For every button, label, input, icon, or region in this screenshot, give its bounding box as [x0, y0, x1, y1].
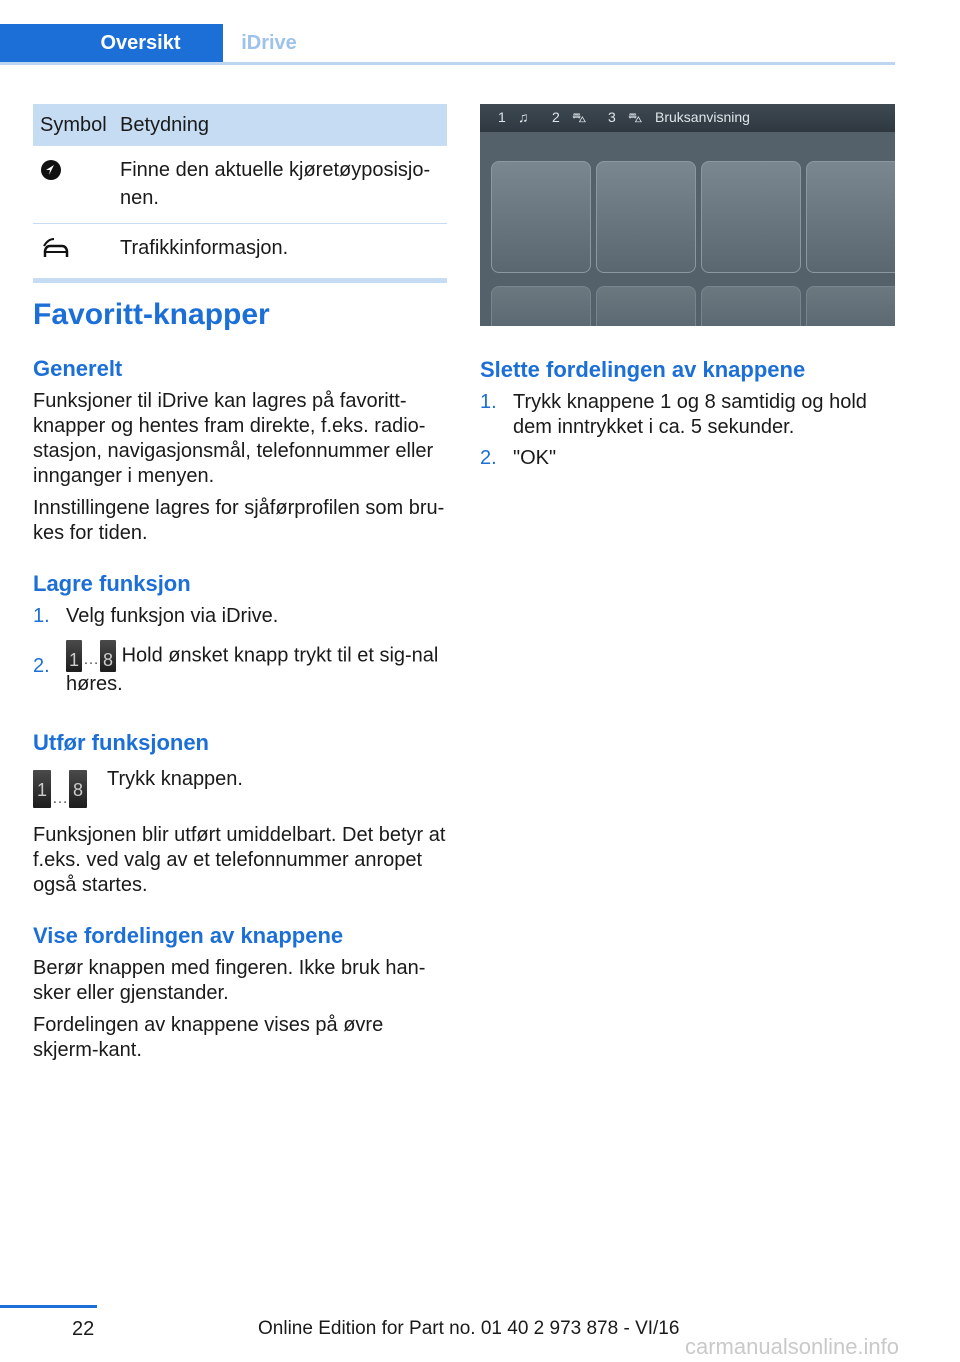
- paragraph: Berør knappen med fingeren. Ikke bruk han‐sker eller gjenstander.: [33, 957, 426, 1004]
- symbol-table: [33, 104, 447, 283]
- phone-card-icon: [596, 161, 696, 273]
- menu-card: [806, 286, 895, 326]
- fav-button-3-label: Bruksanvisning: [655, 109, 750, 125]
- fav-button-1: 1: [498, 109, 506, 125]
- navigation-card-icon: [701, 161, 801, 273]
- top-tab-bar: [0, 24, 895, 65]
- heading-generelt: Generelt: [33, 356, 123, 381]
- paragraph: Funksjonen blir utført umiddelbart. Det betyr at f.eks. ved valg av et telefonnummer anropet også startes.: [33, 824, 446, 896]
- heading-vise: Vise fordelingen av knappene: [33, 923, 344, 948]
- key-1-icon: 1: [66, 640, 82, 672]
- heading-utfor: Utfør funksjonen: [33, 730, 209, 755]
- edition-text: Online Edition for Part no. 01 40 2 973 878 - VI/16: [258, 1318, 680, 1339]
- list-text: Trykk knappene 1 og 8 samtidig og hold dem inntrykket i ca. 5 sekunder.: [513, 391, 867, 438]
- table-cell: Trafikkinformasjon.: [113, 224, 447, 281]
- list-text: "OK": [513, 447, 557, 469]
- col-meaning: Betydning: [113, 104, 447, 146]
- list-item: [33, 604, 453, 632]
- list-number: 2.: [480, 447, 497, 469]
- menu-card: [491, 286, 591, 326]
- position-icon: [40, 159, 62, 181]
- list-text: Velg funksjon via iDrive.: [66, 605, 279, 627]
- ellipsis: …: [83, 651, 99, 668]
- key-8-icon: 8: [69, 770, 87, 808]
- list-item: [480, 446, 900, 474]
- heading-lagre: Lagre funksjon: [33, 571, 191, 596]
- table-row: [33, 146, 447, 224]
- table-cell: Finne den aktuelle kjøretøyposisjo‐nen.: [113, 146, 447, 224]
- list-number: 2.: [33, 655, 50, 677]
- tab-oversikt[interactable]: Oversikt: [0, 24, 223, 62]
- col-symbol: Symbol: [33, 104, 113, 146]
- section-title: Favoritt-knapper: [33, 298, 270, 331]
- page-number: 22: [72, 1318, 95, 1340]
- paragraph: Trykk knappen.: [107, 768, 243, 790]
- ellipsis: …: [52, 790, 68, 807]
- globe-card-icon: [806, 161, 895, 273]
- menu-card: [701, 286, 801, 326]
- list-item: [33, 640, 453, 700]
- key-8-icon: 8: [100, 640, 116, 672]
- list-item: [480, 390, 900, 442]
- car-icon: ⛍: [628, 109, 643, 125]
- menu-card: [596, 286, 696, 326]
- paragraph: Funksjoner til iDrive kan lagres på favoritt‐knapper og hentes fram direkte, f.eks. radio‐stasjon, navigasjonsmål, telefonnummer eller innganger i menyen.: [33, 390, 434, 487]
- watermark: carmanualsonline.info: [685, 1334, 900, 1359]
- music-icon: ♫: [518, 109, 529, 125]
- bluetooth-card-icon: [491, 161, 591, 273]
- traffic-car-icon: [40, 237, 70, 259]
- idrive-screen-image: [480, 104, 895, 326]
- list-number: 1.: [480, 391, 497, 413]
- list-number: 1.: [33, 605, 50, 627]
- fav-button-2: 2: [552, 109, 560, 125]
- paragraph: Innstillingene lagres for sjåførprofilen som bru‐kes for tiden.: [33, 497, 445, 544]
- fav-button-3: 3: [608, 109, 616, 125]
- footer-divider: [0, 1305, 97, 1308]
- tab-idrive[interactable]: iDrive: [241, 32, 297, 54]
- key-1-icon: 1: [33, 770, 51, 808]
- list-text: Hold ønsket knapp trykt til et sig‐nal høres.: [66, 644, 439, 695]
- key-range-icon: [33, 770, 87, 808]
- table-row: [33, 224, 447, 281]
- heading-slette: Slette fordelingen av knappene: [480, 357, 806, 382]
- symbol-table-wrap: [33, 104, 447, 283]
- car-icon: ⛍: [572, 109, 587, 125]
- paragraph: Fordelingen av knappene vises på øvre skjerm‐kant.: [33, 1014, 384, 1061]
